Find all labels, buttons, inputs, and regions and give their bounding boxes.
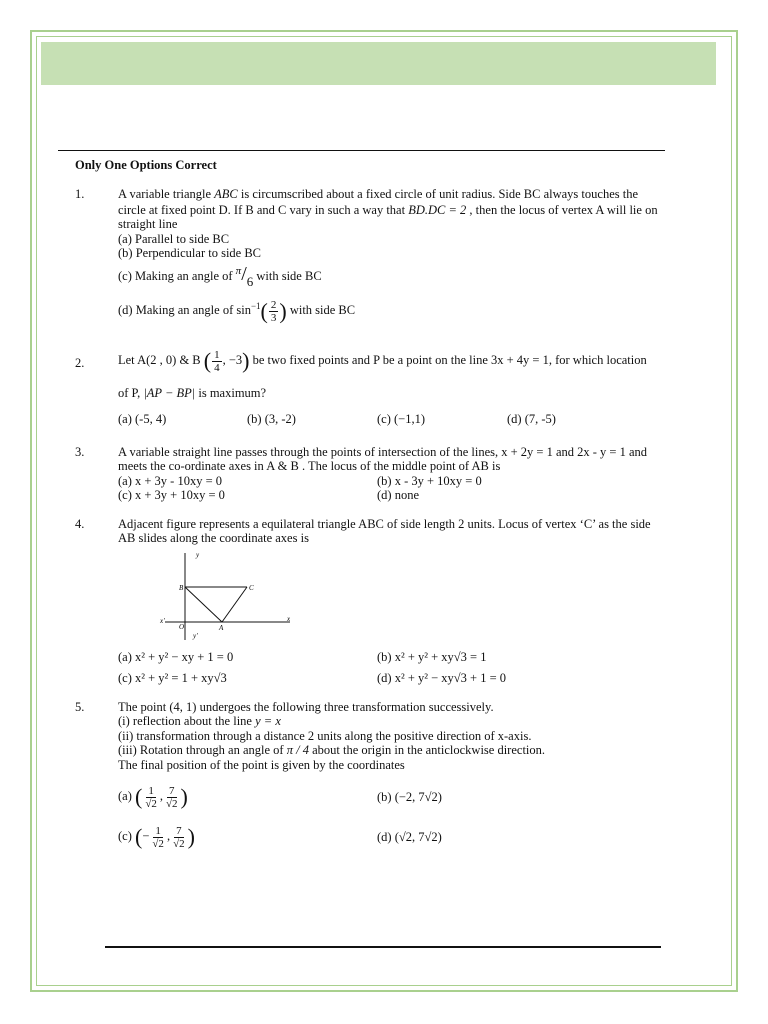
- q2-b-num: 1: [214, 348, 220, 361]
- q1-line3: straight line: [118, 217, 178, 231]
- q4-option-d: [377, 671, 506, 685]
- q4-line1: Adjacent figure represents a equilateral triangle ABC of side length 2 units. Locus of vertex ‘C’ as the side: [118, 517, 651, 531]
- q2-line2a: of P,: [118, 386, 141, 400]
- section-title: Only One Options Correct: [75, 158, 217, 172]
- q1-option-d: (d) Making an angle of $\sin^{-1}$( $\frac{2}{3}$ ) with side BC: [118, 298, 356, 324]
- q5-line5: The final position of the point is given by the coordinates: [118, 758, 405, 772]
- fig-label-b: B: [179, 584, 184, 592]
- q1-option-b: (b) Perpendicular to side BC: [118, 246, 262, 260]
- q3-line2: meets the co-ordinate axes in A & B . The locus of the middle point of AB is: [118, 459, 501, 473]
- q5-line4: [118, 743, 545, 757]
- q4-line2: AB slides along the coordinate axes is: [118, 531, 309, 545]
- q5-opt-c-num2: 7: [176, 824, 182, 837]
- q1-number: 1.: [75, 187, 85, 201]
- q1-option-a: (a) Parallel to side BC: [118, 232, 230, 246]
- q1-line2a: circle at fixed point D. If B and C vary in such a way that: [118, 203, 406, 217]
- q5-line1: The point (4, 1) undergoes the following three transformation successively.: [118, 700, 494, 714]
- q4-opt-d-pre: (d) x² + y² − xy: [377, 671, 454, 685]
- q1-option-c: (c) Making an angle of π/6 with side BC: [118, 263, 322, 289]
- q4-opt-b-sqrt: √3: [453, 650, 467, 664]
- q1-opt-d-den: 3: [270, 311, 277, 324]
- q3-option-b: (b) x - 3y + 10xy = 0: [377, 474, 482, 488]
- fig-label-x-prime: x': [160, 617, 165, 625]
- q5-line2-pre: (i) reflection about the line: [118, 714, 252, 728]
- q5-opt-a-label: (a): [118, 789, 132, 803]
- q2-b-rest: , −3: [222, 353, 243, 367]
- q1-opt-d-num: 2: [270, 298, 277, 311]
- q5-opt-c-label: (c): [118, 829, 132, 843]
- q1-line1: [118, 187, 638, 201]
- q2-number: 2.: [75, 356, 85, 370]
- fig-label-y: y: [196, 551, 200, 559]
- q1-text-b: is circumscribed about a fixed circle of unit radius. Side BC always touches the: [240, 187, 639, 201]
- q5-opt-c-num1: 1: [155, 824, 161, 837]
- q5-opt-a-den2: √2: [166, 797, 178, 810]
- q3-option-a: (a) x + 3y - 10xy = 0: [118, 474, 223, 488]
- q1-opt-c-pi: π: [235, 265, 242, 277]
- q2-line2b: is maximum?: [198, 386, 267, 400]
- q5-opt-c-neg: −: [142, 829, 150, 843]
- q5-option-b: (b) (−2, 7√2): [377, 790, 442, 804]
- q4-option-c: [118, 671, 227, 685]
- fig-label-o: O: [179, 623, 185, 631]
- q2-option-b: (b) (3, -2): [247, 412, 296, 426]
- triangle-side-ca: [222, 587, 247, 622]
- q5-option-d: (d) (√2, 7√2): [377, 830, 442, 844]
- q5-line2: [118, 714, 281, 728]
- q1-text-a: A variable triangle: [118, 187, 212, 201]
- q4-opt-b-pre: (b) x² + y² + xy: [377, 650, 454, 664]
- q5-opt-a-num1: 1: [148, 784, 154, 797]
- q3-option-c: (c) x + 3y + 10xy = 0: [118, 488, 225, 502]
- q5-opt-a-den1: √2: [145, 797, 157, 810]
- bottom-divider: [105, 946, 661, 948]
- q1-opt-d-exp: −1: [250, 301, 261, 311]
- q1-bddc: BD.DC = 2: [408, 203, 467, 217]
- q5-option-c: (c) (− $\frac{1}{√2}$ , $\frac{7}{√2}$ ): [118, 824, 195, 850]
- q2-option-c: (c) (−1,1): [377, 412, 425, 426]
- q3-line1: A variable straight line passes through the points of intersection of the lines, x + 2y = 1 and 2x - y = 1 and: [118, 445, 648, 459]
- q1-opt-c-six: 6: [246, 274, 254, 289]
- q1-line2: [118, 203, 658, 217]
- q4-opt-c-pre: (c) x² + y² = 1 + xy: [118, 671, 214, 685]
- q5-option-a: (a) ( $\frac{1}{√2}$ , $\frac{7}{√2}$ ): [118, 784, 188, 810]
- q4-opt-d-post: + 1 = 0: [470, 671, 507, 685]
- q1-opt-d-post: with side BC: [289, 303, 356, 318]
- q4-number: 4.: [75, 517, 85, 531]
- q1-opt-d-sin: sin: [236, 303, 251, 318]
- q5-line4-post: about the origin in the anticlockwise direction.: [312, 743, 546, 757]
- top-divider: [58, 150, 665, 151]
- fig-label-x: x: [287, 615, 291, 623]
- q4-opt-d-sqrt: √3: [453, 671, 467, 685]
- q2-line2: [118, 386, 266, 400]
- q1-opt-c-post: with side BC: [256, 269, 322, 283]
- q5-line3: (ii) transformation through a distance 2 units along the positive direction of x-axis.: [118, 729, 532, 743]
- q3-option-d: (d) none: [377, 488, 419, 502]
- q5-line2-eq: y = x: [255, 714, 281, 728]
- q2-text-a: Let A(2 , 0) & B: [118, 353, 201, 367]
- q5-opt-a-num2: 7: [169, 784, 175, 797]
- q1-abc: ABC: [214, 187, 238, 201]
- q5-opt-c-den1: √2: [152, 837, 164, 850]
- q2-line1: Let A(2 , 0) & B ( $\frac{1}{4}$ , −3) be two fixed points and P be a point on the line 3x + 4y = 1, for which location: [118, 348, 647, 374]
- q4-opt-b-post: = 1: [470, 650, 487, 664]
- q1-line2b: , then the locus of vertex A will lie on: [469, 203, 658, 217]
- fig-label-y-prime: y': [193, 632, 198, 640]
- q2-option-d: (d) (7, -5): [507, 412, 556, 426]
- q1-opt-d-pre: (d) Making an angle of: [118, 303, 234, 318]
- q2-option-a: (a) (-5, 4): [118, 412, 167, 426]
- triangle-side-ba: [185, 587, 222, 622]
- q5-line4-pre: (iii) Rotation through an angle of: [118, 743, 284, 757]
- q4-option-a: (a) x² + y² − xy + 1 = 0: [118, 650, 234, 664]
- q2-b-den: 4: [214, 361, 220, 374]
- fig-label-a: A: [219, 624, 224, 632]
- q2-text-b: be two fixed points and P be a point on the line 3x + 4y = 1, for which location: [252, 353, 647, 367]
- q5-opt-c-den2: √2: [173, 837, 185, 850]
- q4-opt-c-sqrt: √3: [213, 671, 227, 685]
- q2-abs: |AP − BP|: [143, 386, 196, 400]
- q3-number: 3.: [75, 445, 85, 459]
- q4-option-b: [377, 650, 486, 664]
- q5-number: 5.: [75, 700, 85, 714]
- header-banner: [41, 42, 716, 85]
- fig-label-c: C: [249, 584, 254, 592]
- q1-opt-c-pre: (c) Making an angle of: [118, 269, 233, 283]
- triangle-figure: [155, 545, 300, 645]
- q5-line4-eq: π / 4: [286, 743, 309, 757]
